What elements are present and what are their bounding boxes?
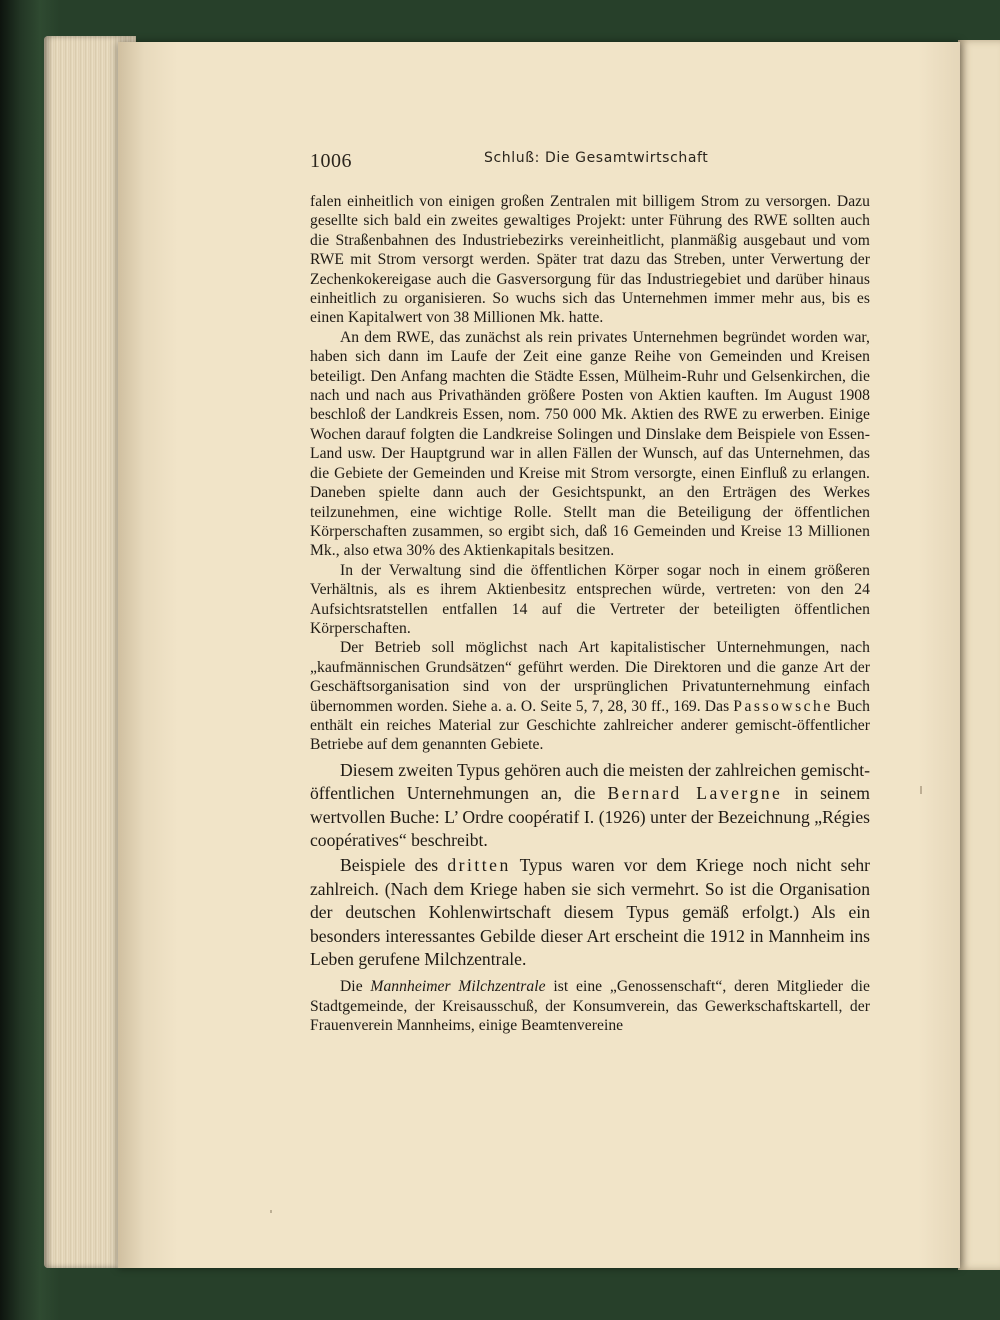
- paragraph-6-text-b: Typus waren vor dem Kriege noch nicht sehr zahlreich. (Nach dem Kriege haben sie sich vermehrt. So ist die Organisation der deutschen Kohlenwirtschaft diesem Typus gemäß erfolgt.) Als ein besonders interessantes Gebilde dieser Art erscheint die 1912 in Mannheim ins Leben gerufene Milchzentrale.: [310, 855, 870, 970]
- paragraph-4-emphasis: Passowsche: [733, 697, 833, 715]
- paragraph-6: [310, 854, 870, 971]
- paragraph-3-text: In der Verwaltung sind die öffentlichen Körper sogar noch in einem größeren Verhältnis, als es ihrem Aktienbesitz entsprechen würde, vertreten: von den 24 Aufsichtsratstellen entfallen 14 auf die Vertreter der beteiligten öffentlichen Körperschaften.: [310, 561, 870, 637]
- paragraph-5-text-b: in seinem wertvollen Buche: L’ Ordre coopératif I. (1926) unter der Bezeichnung „Régies coopératives“ beschreibt.: [310, 783, 870, 850]
- paragraph-1-text: falen einheitlich von einigen großen Zentralen mit billigem Strom zu versorgen. Dazu gesellte sich bald ein zweites gewaltiges Projekt: unter Führung des RWE sollten auch die Straßenbahnen des Industriebezirks vereinheitlicht, planmäßig ausgebaut und vom RWE mit Strom versorgt werden. Später trat dazu das Streben, unter Verwertung der Zechenkokereigase auch die Gasversorgung für das Industriegebiet und darüber hinaus einheitlich zu organisieren. So wuchs sich das Unternehmen immer mehr aus, bis es einen Kapitalwert von 38 Millionen Mk. hatte.: [310, 193, 870, 327]
- paragraph-2: [310, 328, 870, 561]
- paragraph-4-text-a: Der Betrieb soll möglichst nach Art kapitalistischer Unternehmungen, nach „kaufmännischen Grundsätzen“ geführt werden. Die Direktoren und die ganze Art der Geschäftsorganisation sind von der ursprünglichen Privatunternehmung einfach übernommen worden. Siehe a. a. O. Seite 5, 7, 28, 30 ff., 169. Das: [310, 639, 870, 715]
- paragraph-4: [310, 638, 870, 754]
- paragraph-7: [310, 977, 870, 1035]
- paragraph-1: [310, 192, 870, 328]
- paragraph-4-text-b: Buch enthält ein reiches Material zur Geschichte zahlreicher anderer gemischt-öffentlicher Betriebe auf dem genannten Gebiete.: [310, 697, 870, 754]
- paragraph-7-italic: Mannheimer Milchzentrale: [370, 978, 546, 996]
- paragraph-7-text-a: Die: [340, 978, 371, 996]
- margin-speck: [270, 1210, 272, 1213]
- running-head: [310, 150, 870, 180]
- paragraph-5-text-a: Diesem zweiten Typus gehören auch die meisten der zahlreichen gemischt-öffentlichen Unternehmungen an, die: [310, 759, 870, 804]
- margin-speck: [920, 786, 922, 794]
- paragraph-7-text-b: ist eine „Genossenschaft“, deren Mitglieder die Stadtgemeinde, der Kreisausschuß, der Konsumverein, das Gewerkschaftskartell, der Frauenverein Mannheims, einige Beamtenvereine: [310, 978, 870, 1035]
- running-title: Schluß: Die Gesamtwirtschaft: [484, 150, 709, 166]
- paragraph-5-emphasis: Bernard Lavergne: [607, 783, 783, 804]
- body-text: [310, 192, 870, 1036]
- page-number: 1006: [310, 150, 352, 172]
- facing-page-edge: [958, 40, 1000, 1270]
- paragraph-6-emphasis: dritten: [447, 855, 511, 876]
- paragraph-6-text-a: Beispiele des: [340, 855, 448, 876]
- paragraph-5: [310, 759, 870, 853]
- paragraph-3: [310, 561, 870, 639]
- paragraph-2-text: An dem RWE, das zunächst als rein privates Unternehmen begründet worden war, haben sich dann im Laufe der Zeit eine ganze Reihe von Gemeinden und Kreisen beteiligt. Den Anfang machten die Städte Essen, Mülheim-Ruhr und Gelsenkirchen, die nach und nach aus Privathänden größere Posten von Aktien kauften. Im August 1908 beschloß der Landkreis Essen, nom. 750 000 Mk. Aktien des RWE zu erwerben. Einige Wochen darauf folgten die Landkreise Solingen und Dinslake dem Beispiele von Essen-Land usw. Der Hauptgrund war in allen Fällen der Wunsch, auf das Unternehmen, das die Gebiete der Gemeinden und Kreise mit Strom versorgte, einen Einfluß zu erlangen. Daneben spielte dann auch der Gesichtspunkt, an den Erträgen des Werkes teilzunehmen, eine wichtige Rolle. Stellt man die Beteiligung der öffentlichen Körperschaften zusammen, so ergibt sich, daß 16 Gemeinden und Kreise 13 Millionen Mk., also etwa 30% des Aktienkapitals besitzen.: [310, 328, 870, 560]
